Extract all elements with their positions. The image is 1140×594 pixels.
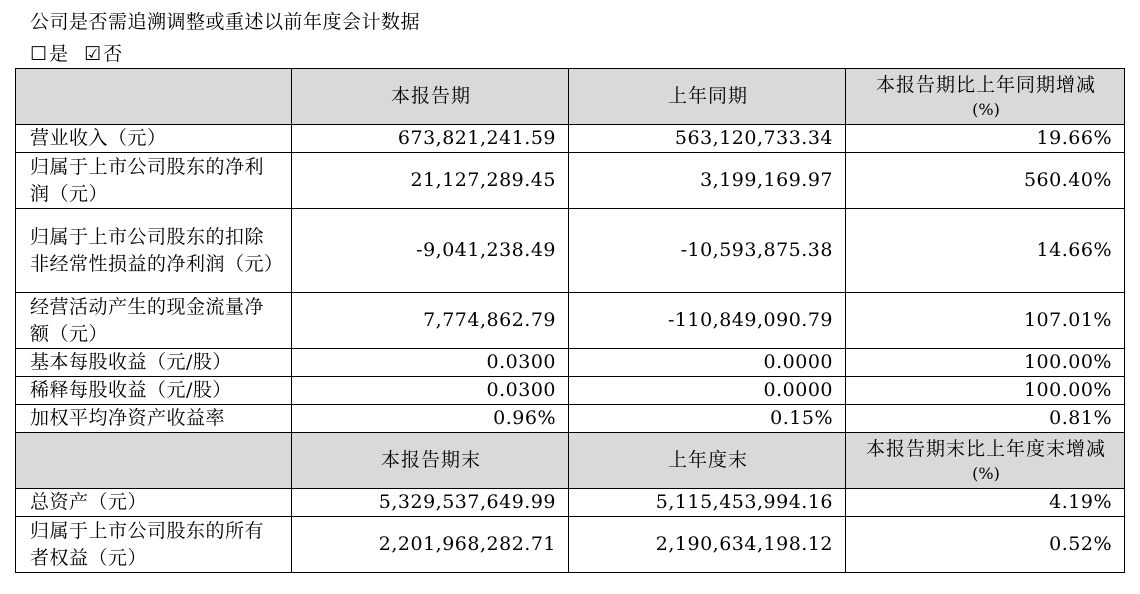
question-text: 公司是否需追溯调整或重述以前年度会计数据 xyxy=(30,11,421,33)
row-current-value: 0.0300 xyxy=(292,377,569,405)
row-label: 加权平均净资产收益率 xyxy=(16,405,292,433)
row-previous-value: 3,199,169.97 xyxy=(569,153,846,209)
row-label: 归属于上市公司股东的扣除非经常性损益的净利润（元） xyxy=(16,209,292,293)
header-change xyxy=(846,69,1125,125)
table-row xyxy=(16,153,1125,209)
no-option-label: 否 xyxy=(103,43,123,65)
row-label: 稀释每股收益（元/股） xyxy=(16,377,292,405)
header-period-end: 本报告期末 xyxy=(292,433,569,489)
table-row xyxy=(16,489,1125,517)
row-label: 归属于上市公司股东的净利润（元） xyxy=(16,153,292,209)
header-period-end-change xyxy=(846,433,1125,489)
header-change-unit: (%) xyxy=(972,464,1000,483)
row-label: 经营活动产生的现金流量净额（元） xyxy=(16,293,292,349)
row-previous-value: 0.15% xyxy=(569,405,846,433)
yes-checkbox-icon: ☐ xyxy=(30,43,48,65)
table-row xyxy=(16,209,1125,293)
table-row xyxy=(16,377,1125,405)
header-change-label: 本报告期比上年同期增减 xyxy=(875,74,1096,96)
table-row xyxy=(16,405,1125,433)
row-change-value: 560.40% xyxy=(846,153,1125,209)
row-change-value: 4.19% xyxy=(846,489,1125,517)
row-current-value: 673,821,241.59 xyxy=(292,125,569,153)
header-empty-cell xyxy=(16,433,292,489)
row-current-value: 7,774,862.79 xyxy=(292,293,569,349)
row-change-value: 0.52% xyxy=(846,517,1125,573)
row-previous-value: 0.0000 xyxy=(569,377,846,405)
header-previous-year-end: 上年度末 xyxy=(569,433,846,489)
row-label: 营业收入（元） xyxy=(16,125,292,153)
row-current-value: 0.96% xyxy=(292,405,569,433)
table-row xyxy=(16,125,1125,153)
row-current-value: 0.0300 xyxy=(292,349,569,377)
table-header-row xyxy=(16,69,1125,125)
table-row xyxy=(16,349,1125,377)
row-label: 总资产（元） xyxy=(16,489,292,517)
row-current-value: 2,201,968,282.71 xyxy=(292,517,569,573)
table-row xyxy=(16,293,1125,349)
header-empty-cell xyxy=(16,69,292,125)
header-change-unit: (%) xyxy=(972,100,1000,119)
row-change-value: 100.00% xyxy=(846,349,1125,377)
row-current-value: 21,127,289.45 xyxy=(292,153,569,209)
row-change-value: 19.66% xyxy=(846,125,1125,153)
row-previous-value: 5,115,453,994.16 xyxy=(569,489,846,517)
yes-option-label: 是 xyxy=(49,43,69,65)
row-current-value: -9,041,238.49 xyxy=(292,209,569,293)
row-previous-value: 0.0000 xyxy=(569,349,846,377)
row-previous-value: 2,190,634,198.12 xyxy=(569,517,846,573)
table-row xyxy=(16,517,1125,573)
row-previous-value: -110,849,090.79 xyxy=(569,293,846,349)
row-current-value: 5,329,537,649.99 xyxy=(292,489,569,517)
row-change-value: 100.00% xyxy=(846,377,1125,405)
header-change-label: 本报告期末比上年度末增减 xyxy=(865,438,1106,460)
no-checkbox-icon: ☑ xyxy=(84,43,102,65)
financial-data-table xyxy=(15,68,1125,573)
row-change-value: 0.81% xyxy=(846,405,1125,433)
row-previous-value: -10,593,875.38 xyxy=(569,209,846,293)
row-change-value: 14.66% xyxy=(846,209,1125,293)
row-change-value: 107.01% xyxy=(846,293,1125,349)
table-header-row xyxy=(16,433,1125,489)
row-label: 基本每股收益（元/股） xyxy=(16,349,292,377)
header-current-period: 本报告期 xyxy=(292,69,569,125)
row-previous-value: 563,120,733.34 xyxy=(569,125,846,153)
restatement-options xyxy=(30,40,122,68)
header-previous-period: 上年同期 xyxy=(569,69,846,125)
row-label: 归属于上市公司股东的所有者权益（元） xyxy=(16,517,292,573)
